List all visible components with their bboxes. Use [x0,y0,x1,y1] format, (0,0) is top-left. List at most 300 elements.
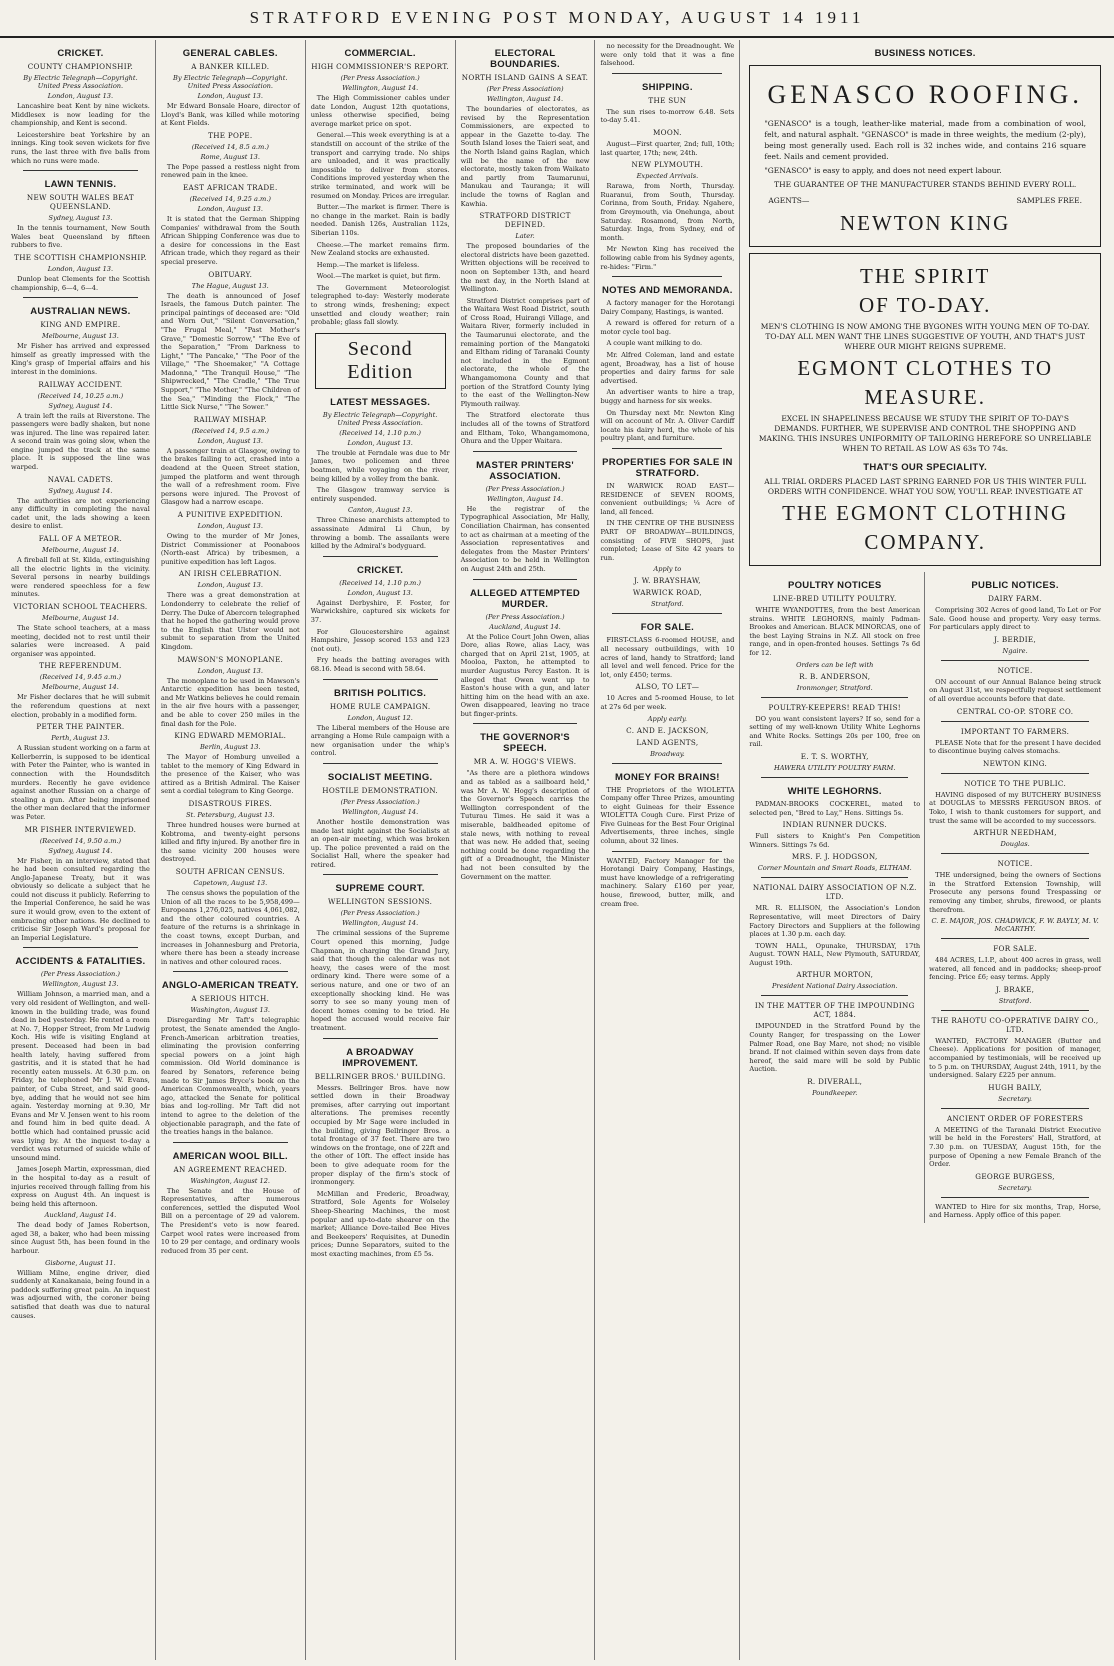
for-sale-2-paragraph: 484 ACRES, L.I.P., about 400 acres in grass, well watered, all fenced and in paddocks; sheep-proof fencing. Price £6; easy terms. Apply [929,956,1101,982]
properties-town: Stratford. [651,600,684,609]
money-for-brains-heading: MONEY FOR BRAINS! [615,771,720,783]
sun-paragraph: The sun rises to-morrow 6.48. Sets to-day 5.41. [600,107,735,125]
national-dairy-heading: NATIONAL DAIRY ASSOCIATION OF N.Z. LTD. [752,883,917,902]
national-dairy-name: ARTHUR MORTON, [796,970,874,980]
wanted-hire-paragraph: WANTED to Hire for six months, Trap, Horse, and Harness. Apply office of this paper. [929,1202,1101,1220]
column-6-advertisements [740,40,1110,1660]
commercial-dateline: Wellington, August 14. [342,84,419,92]
column-2 [156,40,306,1660]
to-let-apply: Apply early. [647,714,687,723]
king-edward-dateline: Berlin, August 13. [199,743,261,752]
divider [323,1038,438,1039]
notices-subcolumns [745,572,1105,1223]
divider [612,73,722,74]
railway-accident-subheading: RAILWAY ACCIDENT. [38,379,123,389]
national-dairy-role: President National Dairy Association. [771,982,898,991]
anglo-american-subheading: A SERIOUS HITCH. [191,994,270,1004]
latest-paragraph: The trouble at Ferndale was due to Mr James, two policemen and three boatmen, while voyaging on the river, being killed by a volley from the bank. [310,448,450,483]
fisher-paragraph: Mr Fisher, in an interview, stated that he had been consulted regarding the Anglo-Japanese Treaty, but it was obviously so delicate a subject that he could not discuss it publicly. Referring to the Imperial Conference, he said he was sure it would grow, even to the extent of embracing other nations. He declined to criticise Sir Joseph Ward's proposal for an Imperial Legislature. [11,856,150,942]
properties-apply: Apply to [653,565,682,574]
census-subheading: SOUTH AFRICAN CENSUS. [175,867,285,877]
governors-speech-heading: THE GOVERNOR'S SPEECH. [480,732,570,755]
cricket-credit: By Electric Telegraph—Copyright. United Press Association. [23,74,138,90]
census-dateline: Capetown, August 13. [193,879,268,888]
divider [941,938,1089,939]
egmont-company-2: COMPANY. [864,530,986,554]
mawson-dateline: London, August 13. [197,666,263,675]
line-bred-name: R. B. ANDERSON, [799,671,871,681]
punitive-subheading: A PUNITIVE EXPEDITION. [177,510,283,519]
meteor-paragraph: A fireball fell at St. Kilda, extinguishing all the electric lights in the vicinity. Several persons in nearby buildings were rendered speechless for a few minutes. [11,556,150,599]
king-empire-dateline: Melbourne, August 13. [42,332,119,341]
genasco-guarantee: THE GUARANTEE OF THE MANUFACTURER STANDS BEHIND EVERY ROLL. [774,180,1077,189]
commercial-paragraph-3: Butter.—The market is firmer. There is no change in the market. Rain is badly needed. Danish 126s, Australian 112s, Siberian 110s. [310,203,450,237]
impounding-paragraph: IMPOUNDED in the Stratford Pound by the County Ranger, for trespassing on the Lower Palmer Road, one Bay Mare, not shod; no visible brand. If not claimed within seven days from date hereof, the said mare will be sold by Public Auction. [749,1022,921,1074]
commercial-paragraph-2: General.—This week everything is at a standstill on account of the strike of the transport and carrying trade. No ships are unloaded, and it was practically impossible to deliver from stores. Conditions improved yesterday when the strike terminated, and work will be resumed on Monday. Prices are irregular. [310,131,450,200]
peter-painter-paragraph: A Russian student working on a farm at Kellerberrin, is supposed to be identical with Peter the Painter, who is wanted in connection with the Houndsditch murders. Recently he gave evidence against another Russian on a charge of stealing a gun. After being imprisoned the other man declared that the informer was Peter. [11,744,150,821]
accidents-dateline-3: Gisborne, August 11. [45,1258,116,1267]
electoral-dateline: Wellington, August 14. [486,95,564,103]
latest-credit: By Electric Telegraph—Copyright. United Press Association. [322,410,438,427]
notice-heading: NOTICE. [997,665,1033,675]
latest-paragraph-2: The Glasgow tramway service is entirely suspended. [310,486,450,503]
accidents-paragraph-4: William Milne, engine driver, died suddenly at Kanakanaia, being found in a paddock suffering great pain. An inquest was adjourned with, the coroner being satisfied that death was due to natural causes. [11,1268,150,1320]
for-sale-2-location: Stratford. [998,996,1032,1005]
public-notices-heading: PUBLIC NOTICES. [971,580,1059,591]
latest-paragraph-3: Three Chinese anarchists attempted to assassinate Admiral Li Chun, by throwing a bomb. The assailants were killed by the Admiral's bodyguard. [310,516,450,551]
poultry-notices-column [745,572,925,1223]
lawn-tennis-paragraph: In the tennis tournament, New South Wales beat Queensland by fifteen rubbers to five. [11,224,150,250]
shipping-heading: SHIPPING. [642,81,693,93]
punitive-paragraph: Owing to the murder of Mr Jones, District Commissioner at Poonaboos (North-east Africa) by tribesmen, a punitive expedition has left Lagos. [160,532,300,566]
master-printers-dateline: Wellington, August 14. [486,494,564,503]
national-dairy-paragraph: MR. R. ELLISON, the Association's London Representative, will meet Directors of Dairy Factory Directors and Suppliers at the following places at 1.30 p.m. each day. [749,904,921,939]
poultry-keepers-name: E. T. S. WORTHY, [800,751,869,761]
teachers-dateline: Melbourne, August 14. [42,614,119,622]
referendum-dateline: Melbourne, August 14. [42,683,119,692]
supreme-court-paragraph: The criminal sessions of the Supreme Court opened this morning, Judge Chapman, in charging the Grand Jury, said that though the calendar was not heavy, the cases were of the most ordinary kind. There were some of a serious nature, and one or two of an exceptionally shocking kind. He was sorry to see so many young men of decent homes coming to be tried. He hoped the accused would receive fair treatment. [310,929,450,1032]
to-let-address: Broadway. [650,749,685,758]
railway-accident-received: (Received 14, 10.25 a.m.) [37,391,124,400]
punitive-dateline: London, August 13. [197,522,263,530]
teachers-subheading: VICTORIAN SCHOOL TEACHERS. [13,602,148,611]
notice-2-heading: NOTICE. [997,859,1033,869]
poultry-notices-heading: POULTRY NOTICES [787,580,882,591]
commercial-paragraph-4: Cheese.—The market remains firm. New Zealand stocks are exhausted. [310,240,450,258]
divider [173,971,288,972]
anglo-american-heading: ANGLO-AMERICAN TREATY. [161,980,299,992]
line-bred-role: Ironmonger, Stratford. [796,683,873,692]
divider [941,1197,1089,1198]
notes-paragraph-6: On Thursday next Mr. Newton King will on account of Mr. A. Oliver Cardiff locate his dairy herd, the whole of his poultry plant, and furniture. [600,408,735,443]
lawn-tennis-heading: LAWN TENNIS. [44,179,117,191]
line-bred-paragraph: WHITE WYANDOTTES, from the best American strains. WHITE LEGHORNS, mainly Padman-Brookes and American. BLACK MINORCAS, one of the best Laying Strains in N.Z. All stock on free range, and in open-fronted houses. Settings 7s 6d for 12. [749,606,921,657]
irish-paragraph: There was a great demonstration at Londonderry to celebrate the relief of Derry. The Duke of Abercorn telegraphed that he hoped the gathering would prove to the English that Ulster would not submit to separation from the United Kingdom. [160,591,300,651]
properties-paragraph: IN WARWICK ROAD EAST—RESIDENCE of SEVEN ROOMS, convenient outbuildings; ¼ Acre of land, all fenced. [600,482,735,516]
notes-paragraph-3: A couple want milking to do. [606,339,703,348]
white-leghorns-paragraph: PADMAN-BROOKS COCKEREL, mated to selected pen, "Bred to Lay," Hens. Sittings 5s. [749,799,921,817]
wool-bill-heading: AMERICAN WOOL BILL. [172,1150,288,1162]
naval-cadets-dateline: Sydney, August 14. [48,486,113,495]
fires-subheading: DISASTROUS FIRES. [188,799,273,809]
accidents-paragraph-3: The dead body of James Robertson, aged 38, a baker, who had been missing since August 5th, has been found in the harbour. [11,1221,150,1256]
masthead-title: STRATFORD EVENING POST MONDAY, AUGUST 14 1911 [249,8,865,27]
masthead [0,0,1114,38]
pope-dateline: Rome, August 13. [200,152,260,161]
indian-runner-name: MRS. F. J. HODGSON, [791,852,878,862]
rahotu-heading: THE RAHOTU CO-OPERATIVE DAIRY CO., LTD. [931,1015,1099,1034]
egmont-speciality: THAT'S OUR SPECIALITY. [863,462,988,473]
divider [23,947,138,948]
master-printers-credit: (Per Press Association.) [485,484,565,493]
genasco-description: "GENASCO" is a tough, leather-like material, made from a combination of wool, felt, and natural asphalt. "GENASCO" is made in three weights, the medium (2-ply), being most generally used. Each roll is 32 inches wide, and contains 216 square feet. Nails and cement provided. [764,119,1086,161]
commercial-paragraph-7: The Government Meteorologist telegraphed to-day: Westerly moderate to strong winds, freshening; expect unsettled and cloudy weather; rain probable; glass fall slowly. [310,283,450,327]
fisher-dateline: Sydney, August 14. [48,846,113,855]
wool-bill-subheading: AN AGREEMENT REACHED. [173,1164,288,1174]
naval-cadets-subheading: NAVAL CADETS. [47,474,114,484]
fires-dateline: St. Petersburg, August 13. [185,811,275,820]
east-african-subheading: EAST AFRICAN TRADE. [183,182,278,192]
broadway-subheading: BELLRINGER BROS.' BUILDING. [314,1071,446,1081]
divider [323,556,438,557]
notice-paragraph: ON account of our Annual Balance being struck on August 31st, we respectfully request settlement of all overdue accounts before that date. [929,677,1101,703]
accidents-paragraph: William Johnson, a married man, and a very old resident of Wellington, and well-known in the building trade, was found dead in bed yesterday. He rented a room at No. 7, Hopper Street, from Mr Ludwig Koch. His wife is visiting England at present. Deceased had been in bad health lately, having suffered from gastritis, and it is stated that he had recently eaten mussels. At 6.30 p.m. on Friday, he telephoned Mr J. W. Evans, painter, of Cuba Street, and said good-bye, adding that he would not see him again. Yesterday morning at 9.30, Mr Evans and Mr V. Jensen went to his room and found him in bed quite dead. A bottle which had contained prussic acid was lying by. At the inquest to-day a verdict was returned of suicide while of unsound mind. [11,990,150,1162]
broadway-paragraph: Messrs. Bellringer Bros. have now settled down in their Broadway premises, after carrying out important alterations. The premises recently occupied by Mr Sage were included in the building, giving Bellringer Bros. a total frontage of 37 feet. There are two windows on the frontage, one of 22ft and the other of 10ft. The effect inside has been to give adequate room for the proper display of the firm's stock of ironmongery. [310,1083,450,1187]
to-let-name: C. AND E. JACKSON, [626,725,709,735]
commercial-credit: (Per Press Association.) [340,74,420,82]
cricket-2-paragraph-2: For Gloucestershire against Hampshire, Jessop scored 153 and 123 (not out). [310,627,450,653]
divider [323,679,438,680]
rahotu-role: Secretary. [998,1094,1032,1103]
spirit-title-1: THE SPIRIT [860,264,991,288]
public-notice-location: Douglas. [1000,840,1030,849]
wool-bill-dateline: Washington, August 12. [190,1176,271,1185]
mawson-subheading: MAWSON'S MONOPLANE. [177,654,284,664]
pope-received: (Received 14, 8.5 a.m.) [191,142,269,151]
foresters-heading: ANCIENT ORDER OF FORESTERS [946,1113,1084,1123]
meteor-dateline: Melbourne, August 14. [42,546,119,555]
notes-paragraph-4: Mr. Alfred Coleman, land and estate agent, Broadway, has a list of house properties and dairy farms for sale advertised. [600,351,735,385]
for-sale-paragraph: FIRST-CLASS 6-roomed HOUSE, and all necessary outbuildings, with 10 acres of land, handy to Stratford; land all level and well fenced. Price for the lot, only £450; terms. [600,636,735,679]
cricket-heading: CRICKET. [57,48,104,59]
money-for-brains-paragraph: THE Proprietors of the WIOLETTA Company offer Three Prizes, amounting to eight Guineas for their Essence WIOLETTA Cough Cure. First Prize of Five Guineas for the Best Four Original Advertisements, three inches, single column, about 32 lines. [600,785,735,846]
sun-subheading: THE SUN [648,95,687,105]
farmers-heading: IMPORTANT TO FARMERS. [960,726,1070,736]
railway-mishap-paragraph: A passenger train at Glasgow, owing to the brakes failing to act, crashed into a deadend at the Queen Street station, jumped the platform and went through the wall of a refreshment room. Five persons were injured. The Provost of Glasgow had a narrow escape. [160,446,300,507]
attempted-murder-paragraph: At the Police Court John Owen, alias Dore, alias Rowe, alias Lacy, was charged that on April 21st, 1905, at Mooloa, Paxton, he attempted to murder Augustus Percy Easton. It is alleged that Owen went up to Easton's house with a gun, and later hitting him on the head with an axe. Owen disappeared, leaving no trace but finger-prints. [460,632,590,718]
irish-dateline: London, August 13. [197,581,263,590]
attempted-murder-credit: (Per Press Association.) [485,612,565,621]
cricket-2-dateline: London, August 13. [347,588,413,597]
australian-news-heading: AUSTRALIAN NEWS. [30,306,131,318]
divider [941,1108,1089,1109]
stratford-district-paragraph-2: Stratford District comprises part of the Waitara West Road District, south of Cross Road, Huirangi Village, and Waitara River, formerly included in the Taumarunui electorate, and the remaining portion of the Mangatoki and Eltham riding of Taranaki County not included in the Egmont electorate, the whole of the Whangamomona County and that portion of the Stratford County lying to the east of the Wellington-New Plymouth railway. [460,296,590,408]
divider [323,874,438,875]
cricket-paragraph: Lancashire beat Kent by nine wickets. Middlesex is now leading for the championship, and Kent is second. [11,102,150,128]
latest-dateline: London, August 13. [347,438,413,447]
cricket-dateline: London, August 13. [47,92,114,100]
railway-accident-paragraph: A train left the rails at Riverstone. The passengers were badly shaken, but none was injured. The line was repaired later. A second train was going slow, when the engine jumped the track at the same place. It is supposed the line was warped. [11,411,150,472]
broadway-paragraph-2: McMillan and Frederic, Broadway, Stratford, Sole Agents for Wolseley Sheep-Shearing Machines, the most popular and up-to-date shearer on the market; Alliance Dove-tailed Bee Hives and Beekeepers' Requisites, at Dunedin prices; Dunne Separators, suited to the most exacting machines, from £5 5s. [310,1189,450,1258]
newspaper-columns [6,40,1110,1660]
line-bred-orders: Orders can be left with [796,660,874,669]
divider [761,995,908,996]
divider [473,579,578,580]
peter-painter-dateline: Perth, August 13. [51,734,110,743]
broadway-heading: A BROADWAY IMPROVEMENT. [342,1046,419,1069]
public-notices-column [925,572,1105,1223]
line-bred-heading: LINE-BRED UTILITY POULTRY. [772,594,897,603]
for-sale-heading: FOR SALE. [640,622,695,634]
lawn-tennis-dateline: Sydney, August 13. [48,214,113,223]
east-african-dateline: London, August 13. [197,204,263,213]
lawn-tennis-subheading: NEW SOUTH WALES BEAT QUEENSLAND. [26,193,134,212]
divider [941,853,1089,854]
mawson-paragraph: The monoplane to be used in Mawson's Antarctic expedition has been tested, and Mr Watkins believes he could remain in the air five hours with a passenger, and be able to cover 250 miles in the final dash for the Pole. [160,676,300,728]
irish-subheading: AN IRISH CELEBRATION. [179,569,282,579]
dairy-farm-location: Ngaire. [1002,646,1028,655]
east-african-paragraph: It is stated that the German Shipping Companies' withdrawal from the South African Shipping Conference was due to a desire for concessions in the East African trade, which they regard as their special preserve. [160,214,300,266]
notes-paragraph: A factory manager for the Horotangi Dairy Company, Hastings, is wanted. [600,299,735,316]
egmont-advertisement [749,253,1101,566]
british-politics-paragraph: The Liberal members of the House are arranging a Home Rule campaign with a new organisation under the whip's control. [310,723,450,758]
cricket-2-received: (Received 14, 1.10 p.m.) [339,578,421,587]
anglo-american-paragraph: Disregarding Mr Taft's telegraphic protest, the Senate amended the Anglo-French-American arbitration treaties, eliminating the provision conferring special powers on a joint high commission. Old World dominance is feared by Senators, reference being made to Sir James Bryce's book on the American Commonwealth, which, years ago, attacked the Senate for political bias and log-rolling. Mr Taft did not intend to agree to the deletion of the objectionable paragraph, and the fate of the treaties hangs in the balance. [160,1016,300,1137]
indian-runner-address: Corner Mountain and Smart Roads, ELTHAM. [757,864,912,873]
to-let-paragraph: 10 Acres and 5-roomed House, to let at 27s 6d per week. [600,694,735,711]
cricket-paragraph-2: Leicestershire beat Yorkshire by an innings. King took seven wickets for five runs, the last three with five balls from which no runs were made. [11,130,150,165]
socialist-dateline: Wellington, August 14. [342,807,419,816]
divider [941,660,1089,661]
impounding-name: R. DIVERALL, [807,1077,863,1087]
latest-messages-heading: LATEST MESSAGES. [330,396,431,408]
obituary-dateline: The Hague, August 13. [191,281,269,290]
banker-subheading: A BANKER KILLED. [191,62,270,71]
governors-speech-subheading: MR A. W. HOGG'S VIEWS. [473,757,577,767]
cricket-2-heading: CRICKET. [357,564,404,576]
column-1 [6,40,156,1660]
accidents-credit: (Per Press Association.) [40,970,120,979]
moon-paragraph: August—First quarter, 2nd; full, 10th; last quarter, 17th; new, 24th. [600,139,735,157]
spirit-paragraph: MEN'S CLOTHING IS NOW AMONG THE BYGONES WITH YOUNG MEN OF TO-DAY. TO-DAY ALL MEN WANT THE LINES SUGGESTIVE OF YOUTH, AND THAT'S JUST WHERE OUR MIGHT REIGNS SUPREME. [760,322,1090,351]
socialist-subheading: HOSTILE DEMONSTRATION. [322,785,439,795]
pope-paragraph: The Pope passed a restless night from renewed pain in the knee. [160,162,300,180]
foresters-name: GEORGE BURGESS, [975,1171,1055,1181]
divider [23,170,138,171]
spirit-title-2: OF TO-DAY. [858,293,992,317]
stratford-district-paragraph: The proposed boundaries of the electoral districts have been gazetted. Written objections will be received to noon on September 13th, and heard the next day, in the North Island at Wellington. [460,242,590,294]
new-plymouth-subheading: NEW PLYMOUTH. [631,160,704,170]
referendum-received: (Received 14, 9.45 a.m.) [39,673,122,682]
properties-paragraph-2: IN THE CENTRE OF THE BUSINESS PART OF BROADWAY—BUILDINGS, consisting of FIVE SHOPS, just completed; Lease of Site 42 years to run. [600,519,735,562]
general-cables-heading: GENERAL CABLES. [182,48,278,59]
notes-paragraph-2: A reward is offered for return of a motor cycle tool bag. [600,319,735,336]
egmont-company-1: THE EGMONT CLOTHING [782,501,1069,525]
accidents-dateline: Wellington, August 13. [42,980,119,989]
genasco-newton-king: NEWTON KING [839,211,1011,235]
electoral-subheading: NORTH ISLAND GAINS A SEAT. [461,73,589,82]
notice-2-paragraph: THE undersigned, being the owners of Sections in the Stratford Extension Township, will Prosecute any persons found Trespassing or removing any timber, shrubs, firewood, or plants therefrom. [929,871,1101,914]
socialist-heading: SOCIALIST MEETING. [327,771,433,783]
socialist-credit: (Per Press Association.) [340,797,420,806]
divider [761,777,908,778]
stratford-district-dateline: Later. [515,232,535,241]
properties-name: J. W. BRAYSHAW, [633,576,701,586]
divider [612,763,722,764]
accidents-dateline-2: Auckland, August 14. [44,1211,117,1220]
accidents-heading: ACCIDENTS & FATALITIES. [15,956,146,968]
poultry-keepers-heading: POULTRY-KEEPERS! READ THIS! [768,702,901,712]
king-edward-paragraph: The Mayor of Homburg unveiled a tablet to the memory of King Edward in the presence of the Kaiser, who was attired as a British Admiral. The Kaiser sent a cordial telegram to King George. [160,753,300,796]
commercial-subheading: HIGH COMMISSIONER'S REPORT. [311,62,450,71]
latest-dateline-2: Canton, August 13. [347,506,413,515]
foresters-paragraph: A MEETING of the Taranaki District Executive will be held in the Foresters' Hall, Stratford, at 7.30 p.m. on TUESDAY, August 15th, for the purpose of Opening a new Female Branch of the Order. [929,1125,1101,1169]
scottish-subheading: THE SCOTTISH CHAMPIONSHIP. [14,252,147,262]
supreme-court-heading: SUPREME COURT. [335,883,425,895]
meteor-subheading: FALL OF A METEOR. [38,534,123,544]
cricket-2-paragraph: Against Derbyshire, F. Foster, for Warwickshire, captured six wickets for 37. [310,598,450,624]
properties-address: WARWICK ROAD, [632,588,702,598]
referendum-paragraph: Mr Fisher declares that he will submit the referendum questions at next election, probably in a modified form. [11,693,150,719]
divider [761,697,908,698]
king-empire-subheading: KING AND EMPIRE. [40,320,121,330]
fires-paragraph: Three hundred houses were burned at Kobtroma, and twenty-eight persons killed and fifty injured. By another fire in the same vicinity 200 houses were destroyed. [160,821,300,864]
railway-mishap-received: (Received 14, 9.5 a.m.) [191,426,269,435]
supreme-court-subheading: WELLINGTON SESSIONS. [328,897,433,907]
indian-runner-paragraph: Full sisters to Knight's Pen Competition Winners. Sittings 7s 6d. [749,832,921,849]
british-politics-heading: BRITISH POLITICS. [334,687,427,699]
king-edward-subheading: KING EDWARD MEMORIAL. [174,731,287,741]
anglo-american-dateline: Washington, August 13. [190,1006,271,1015]
railway-accident-dateline: Sydney, August 14. [48,401,113,410]
divider [473,723,578,724]
notes-heading: NOTES AND MEMORANDA. [602,285,733,297]
banker-credit: By Electric Telegraph—Copyright. United Press Association. [173,74,288,90]
column-5 [595,40,740,1660]
fisher-received: (Received 14, 9.50 a.m.) [39,836,122,845]
public-notice-paragraph: HAVING disposed of my BUTCHERY BUSINESS at DOUGLAS to MESSRS FERGUSON BROS. of Toko, I wish to thank customers for support, and trust the same will be accorded to my successors. [929,790,1101,825]
master-printers-heading: MASTER PRINTERS' ASSOCIATION. [476,459,574,482]
electoral-credit: (Per Press Association) [486,85,564,93]
wanted-manager-paragraph: WANTED, Factory Manager for the Horotangi Dairy Company, Hastings, must have knowledge of a refrigerating machinery. Salary £160 per year, house, firewood, butter, milk, and cream free. [600,856,735,908]
divider [612,851,722,852]
attempted-murder-heading: ALLEGED ATTEMPTED MURDER. [469,587,581,610]
naval-cadets-paragraph: The authorities are not experiencing any difficulty in completing the naval cadet unit, the lads showing a keen desire to enlist. [11,496,150,531]
genasco-agents-label: AGENTS— [768,196,810,205]
rahotu-name: HUGH BAILY, [988,1082,1042,1092]
fisher-subheading: MR FISHER INTERVIEWED. [24,824,137,834]
socialist-paragraph: Another hostile demonstration was made last night against the Socialists at an open-air meeting, which was broken up. The police prevented a raid on the Socialist Hall, where the speaker had retired. [310,817,450,869]
continued-paragraph: no necessity for the Dreadnought. We were only told that it was a fine falsehood. [600,42,735,68]
poultry-keepers-paragraph: DO you want consistent layers? If so, send for a setting of my well-known Utility White Leghorns and White Rocks. Settings 20s per 100, free on rail. [749,714,921,749]
teachers-paragraph: The State school teachers, at a mass meeting, decided not to rest until their salaries were increased. A paid organiser was appointed. [11,624,150,658]
british-politics-dateline: London, August 12. [347,713,413,722]
public-notice-name: ARTHUR NEEDHAM, [973,828,1057,838]
egmont-title-2: MEASURE. [864,385,986,409]
divider [612,613,722,614]
new-plymouth-paragraph: Rarawa, from North, Thursday. Ruaranui, from South, Thursday. Corinna, from South, Friday. Ngahere, from Greymouth, via Onehunga, about Saturday. Rosamond, from North, Saturday. Inga, from Sydney, end of month. [600,182,735,242]
impounding-role: Poundkeeper. [812,1089,858,1098]
egmont-title-1: EGMONT CLOTHES TO [797,356,1053,380]
egmont-paragraph-2: ALL TRIAL ORDERS PLACED LAST SPRING EARNED FOR US THIS WINTER FULL ORDERS WITH CONFIDENCE. WHAT YOU SOW, YOU'LL REAP. INVESTIGATE AT [764,477,1087,496]
genasco-description-2: "GENASCO" is easy to apply, and does not need expert labour. [764,166,1002,175]
column-4 [456,40,596,1660]
national-dairy-paragraph-2: TOWN HALL, Opunake, THURSDAY, 17th August. TOWN HALL, New Plymouth, SATURDAY, August 19th. [749,941,921,967]
genasco-samples-label: SAMPLES FREE. [1016,196,1082,205]
farmers-paragraph: PLEASE Note that for the present I have decided to discontinue buying calves stomachs. [929,738,1101,756]
latest-received: (Received 14, 1.10 p.m.) [339,428,421,437]
obituary-subheading: OBITUARY. [208,269,253,279]
divider [612,448,722,449]
poultry-keepers-role: HAWERA UTILITY POULTRY FARM. [774,763,896,772]
commercial-paragraph-5: Hemp.—The market is lifeless. [316,260,420,269]
genasco-title: GENASCO ROOFING. [767,80,1083,109]
supreme-court-credit: (Per Press Association.) [340,909,420,918]
cricket-2-paragraph-3: Fry heads the batting averages with 68.16. Mead is second with 58.64. [310,656,450,673]
genasco-agents-row [768,196,1082,205]
genasco-advertisement [749,65,1101,247]
dairy-farm-name: J. BERDIE, [994,634,1037,644]
column-3 [306,40,456,1660]
divider [941,1010,1089,1011]
to-let-heading: ALSO, TO LET— [635,682,700,692]
notice-name: CENTRAL CO-OP. STORE CO. [956,706,1074,716]
scottish-paragraph: Dunlop beat Clements for the Scottish championship, 6—4, 6—4. [11,274,150,292]
commercial-paragraph-6: Wool.—The market is quiet, but firm. [316,272,441,281]
dairy-farm-paragraph: Comprising 302 Acres of good land, To Let or For Sale. Good house and property. Very easy terms. For particulars apply direct to [929,606,1101,632]
wool-bill-paragraph: The Senate and the House of Representatives, after numerous conferences, settled the disputed Wool Bill on a percentage of 29 ad valorem. The President's veto is now feared. Carpet wool rates were increased from 10 to 29 per centage, and ordinary wools reduced from 35 per cent. [160,1186,300,1255]
egmont-paragraph: EXCEL IN SHAPELINESS BECAUSE WE STUDY THE SPIRIT OF TO-DAY'S DEMANDS. FURTHER, WE SUPERVISE AND CONTROL THE SHOPPING AND MAKING. THIS INSURES UNIFORMITY OF TAILORING HEREFORE SO UNRELIABLE WHEN TO RETAIL AS LOW AS 63s TO 74s. [758,414,1092,453]
stratford-district-subheading: STRATFORD DISTRICT DEFINED. [479,211,571,230]
second-edition-banner: Second Edition [315,333,446,389]
pope-subheading: THE POPE. [208,130,253,140]
for-sale-2-heading: FOR SALE. [993,944,1037,954]
for-sale-2-name: J. BRAKE, [995,984,1035,994]
foresters-role: Secretary. [998,1183,1032,1192]
public-notice-heading: NOTICE TO THE PUBLIC. [964,778,1067,788]
british-politics-subheading: HOME RULE CAMPAIGN. [329,701,431,711]
notes-paragraph-5: An advertiser wants to hire a trap, buggy and harness for six weeks. [600,388,735,406]
white-leghorns-heading: WHITE LEGHORNS. [787,785,882,797]
railway-mishap-dateline: London, August 13. [197,436,263,445]
new-plymouth-paragraph-2: Mr Newton King has received the following cable from his Sydney agents, re-hides: "Firm." [600,245,735,271]
divider [941,773,1089,774]
stratford-district-paragraph-3: The Stratford electorate thus includes all of the towns of Stratford and Eltham, Toko, Whangamomona, Ohura and the Upper Waitara. [460,411,590,446]
cricket-subheading: COUNTY CHAMPIONSHIP. [27,62,134,71]
notice-2-names: C. E. MAJOR, JOS. CHADWICK, F. W. BAYLY, M. V. McCARTHY. [931,917,1099,934]
accidents-paragraph-2: James Joseph Martin, expressman, died in the hospital to-day as a result of injuries received through falling from his express on August 4th. An inquest is being held this afternoon. [11,1165,150,1208]
impounding-heading: IN THE MATTER OF THE IMPOUNDING ACT, 1884. [754,1001,915,1020]
attempted-murder-dateline: Auckland, August 14. [489,622,561,631]
census-paragraph: The census shows the population of the Union of all the races to be 5,958,499—Europeans 1,276,025, natives 4,061,082, and the other coloured countries. A feature of the returns is a shrinkage in the coast towns, except Durban, and increases in Johannesburg and Pretoria, where there has been a steady increase in natives and other coloured races. [160,889,300,966]
divider [473,451,578,452]
dairy-farm-heading: DAIRY FARM. [988,594,1043,603]
expected-arrivals: Expected Arrivals. [636,172,699,181]
commercial-paragraph: The High Commissioner cables under date London, August 12th quotations, unless otherwise specified, being average market price on spot. [310,94,450,128]
king-empire-paragraph: Mr Fisher has arrived and expressed himself as greatly impressed with the King's grasp of Imperial affairs and his interest in the dominions. [11,342,150,376]
commercial-heading: COMMERCIAL. [344,48,416,59]
rahotu-paragraph: WANTED, FACTORY MANAGER (Butter and Cheese). Applications for position of manager, accompanied by testimonials, will be received up to 5 p.m. on THURSDAY, August 24th, 1911, by the undersigned. Salary £225 per annum. [929,1036,1101,1080]
indian-runner-heading: INDIAN RUNNER DUCKS. [782,820,887,830]
farmers-name: NEWTON KING. [983,758,1048,768]
banker-dateline: London, August 13. [197,92,263,100]
banker-paragraph: Mr Edward Bonsale Hoare, director of Lloyd's Bank, was killed while motoring at Kent Fields. [160,102,300,128]
business-notices-heading: BUSINESS NOTICES. [874,48,976,59]
divider [941,721,1089,722]
properties-heading: PROPERTIES FOR SALE IN STRATFORD. [602,457,733,479]
master-printers-paragraph: He the registrar of the Typographical Association, Mr Hally, Conciliation Chairman, has consented to act as chairman at a meeting of the Association representatives and delegates from the Master Printers' Association to be held in Wellington on August 24th and 25th. [460,504,590,573]
east-african-received: (Received 14, 9.25 a.m.) [189,194,271,203]
